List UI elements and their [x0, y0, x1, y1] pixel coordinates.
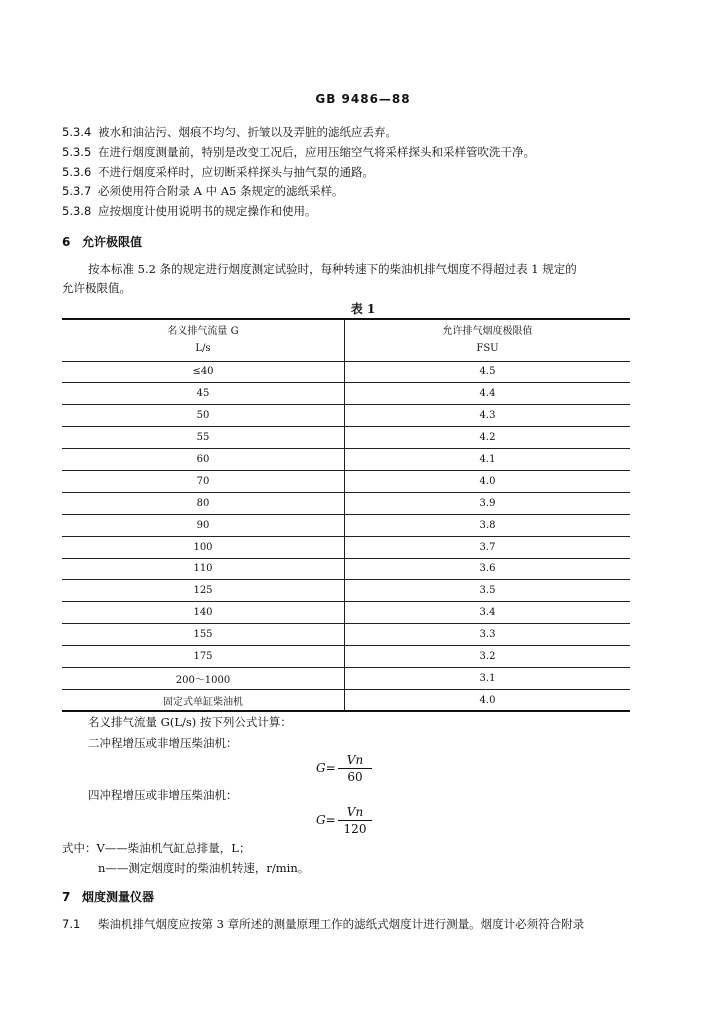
clause-5-3-5 — [62, 144, 535, 160]
limit-cell: 4.0 — [345, 470, 631, 492]
formula-lhs: G= — [316, 761, 336, 775]
table-row — [62, 383, 630, 405]
column-header-flow-label: 名义排气流量 G — [167, 326, 239, 338]
limit-cell: 3.3 — [345, 624, 631, 646]
flow-cell: 固定式单缸柴油机 — [62, 689, 345, 711]
limit-cell: 3.7 — [345, 536, 631, 558]
column-header-flow — [62, 319, 345, 361]
formula-fraction — [338, 753, 372, 784]
flow-cell: 80 — [62, 492, 345, 514]
flow-cell: ≤40 — [62, 361, 345, 383]
section-6-paragraph-line2: 允许极限值。 — [62, 281, 131, 295]
where-n-definition: n——测定烟度时的柴油机转速，r/min。 — [98, 861, 310, 875]
column-header-limit-unit: FSU — [476, 343, 499, 355]
flow-cell: 60 — [62, 449, 345, 471]
flow-cell: 70 — [62, 470, 345, 492]
standard-header: GB 9486—88 — [315, 92, 411, 106]
clause-number: 5.3.8 — [62, 204, 92, 218]
clause-number: 5.3.5 — [62, 145, 92, 159]
table-row — [62, 580, 630, 602]
limit-cell: 3.6 — [345, 558, 631, 580]
table-row — [62, 624, 630, 646]
where-v-definition: 式中：V——柴油机气缸总排量，L； — [62, 841, 251, 855]
table-caption: 表 1 — [350, 302, 376, 316]
table-row — [62, 405, 630, 427]
clause-5-3-7 — [62, 183, 344, 199]
clause-5-3-8 — [62, 203, 317, 219]
clause-5-3-4 — [62, 124, 397, 140]
clause-number: 5.3.4 — [62, 125, 92, 139]
formula-fraction — [338, 805, 372, 836]
clause-5-3-6 — [62, 164, 374, 180]
limit-cell: 4.5 — [345, 361, 631, 383]
limit-cell: 4.3 — [345, 405, 631, 427]
limit-cell: 4.4 — [345, 383, 631, 405]
limit-cell: 4.1 — [345, 449, 631, 471]
table-row — [62, 646, 630, 668]
table-row — [62, 449, 630, 471]
table-row — [62, 514, 630, 536]
limit-cell: 3.8 — [345, 514, 631, 536]
flow-cell: 110 — [62, 558, 345, 580]
clause-text: 在进行烟度测量前，特别是改变工况后，应用压缩空气将采样探头和采样管吹洗干净。 — [98, 145, 535, 159]
clause-text: 应按烟度计使用说明书的规定操作和使用。 — [98, 204, 317, 218]
section-7-heading — [62, 888, 154, 905]
table-row — [62, 689, 630, 711]
flow-cell: 45 — [62, 383, 345, 405]
table-row — [62, 536, 630, 558]
formula-numerator: Vn — [338, 753, 372, 769]
clause-text: 必须使用符合附录 A 中 A5 条规定的滤纸采样。 — [98, 184, 344, 198]
flow-cell: 155 — [62, 624, 345, 646]
section-title: 烟度测量仪器 — [82, 890, 155, 904]
column-header-limit — [345, 319, 631, 361]
column-header-flow-unit: L/s — [195, 343, 211, 355]
smoke-limit-table — [62, 318, 630, 712]
table-row — [62, 602, 630, 624]
section-title: 允许极限值 — [82, 235, 143, 249]
flow-cell: 50 — [62, 405, 345, 427]
limit-cell: 3.5 — [345, 580, 631, 602]
flow-cell: 90 — [62, 514, 345, 536]
clause-number: 5.3.6 — [62, 165, 92, 179]
formula-lhs: G= — [316, 813, 336, 827]
table-row — [62, 667, 630, 689]
four-stroke-label: 四冲程增压或非增压柴油机： — [88, 788, 238, 802]
flow-cell: 55 — [62, 427, 345, 449]
two-stroke-label: 二冲程增压或非增压柴油机： — [88, 736, 238, 750]
clause-text: 被水和油沾污、烟痕不均匀、折皱以及弄脏的滤纸应丢弃。 — [98, 125, 397, 139]
clause-7-1 — [62, 916, 584, 932]
formula-denominator: 120 — [343, 822, 367, 836]
table-row — [62, 427, 630, 449]
section-6-heading — [62, 233, 142, 250]
flow-cell: 175 — [62, 646, 345, 668]
limit-cell: 3.4 — [345, 602, 631, 624]
table-row — [62, 361, 630, 383]
formula-intro: 名义排气流量 G(L/s) 按下列公式计算： — [88, 715, 292, 729]
limit-cell: 3.2 — [345, 646, 631, 668]
flow-cell: 125 — [62, 580, 345, 602]
limit-cell: 4.0 — [345, 689, 631, 711]
section-number: 7 — [62, 890, 71, 904]
limit-cell: 4.2 — [345, 427, 631, 449]
table-header-row — [62, 319, 630, 361]
clause-text: 不进行烟度采样时，应切断采样探头与抽气泵的通路。 — [98, 165, 374, 179]
column-header-limit-label: 允许排气烟度极限值 — [442, 326, 533, 338]
table-row — [62, 470, 630, 492]
table-row — [62, 492, 630, 514]
section-number: 6 — [62, 235, 71, 249]
formula-denominator: 60 — [347, 770, 363, 784]
flow-cell: 200～1000 — [62, 667, 345, 689]
formula-numerator: Vn — [338, 805, 372, 821]
table-row — [62, 558, 630, 580]
limit-cell: 3.1 — [345, 667, 631, 689]
limit-cell: 3.9 — [345, 492, 631, 514]
section-6-paragraph-line1: 按本标准 5.2 条的规定进行烟度测定试验时，每种转速下的柴油机排气烟度不得超过表 1 规定的 — [88, 262, 577, 276]
flow-cell: 100 — [62, 536, 345, 558]
clause-number: 5.3.7 — [62, 184, 92, 198]
flow-cell: 140 — [62, 602, 345, 624]
clause-number: 7.1 — [62, 917, 81, 931]
clause-text: 柴油机排气烟度应按第 3 章所述的测量原理工作的滤纸式烟度计进行测量。烟度计必须符合附录 — [98, 917, 585, 931]
